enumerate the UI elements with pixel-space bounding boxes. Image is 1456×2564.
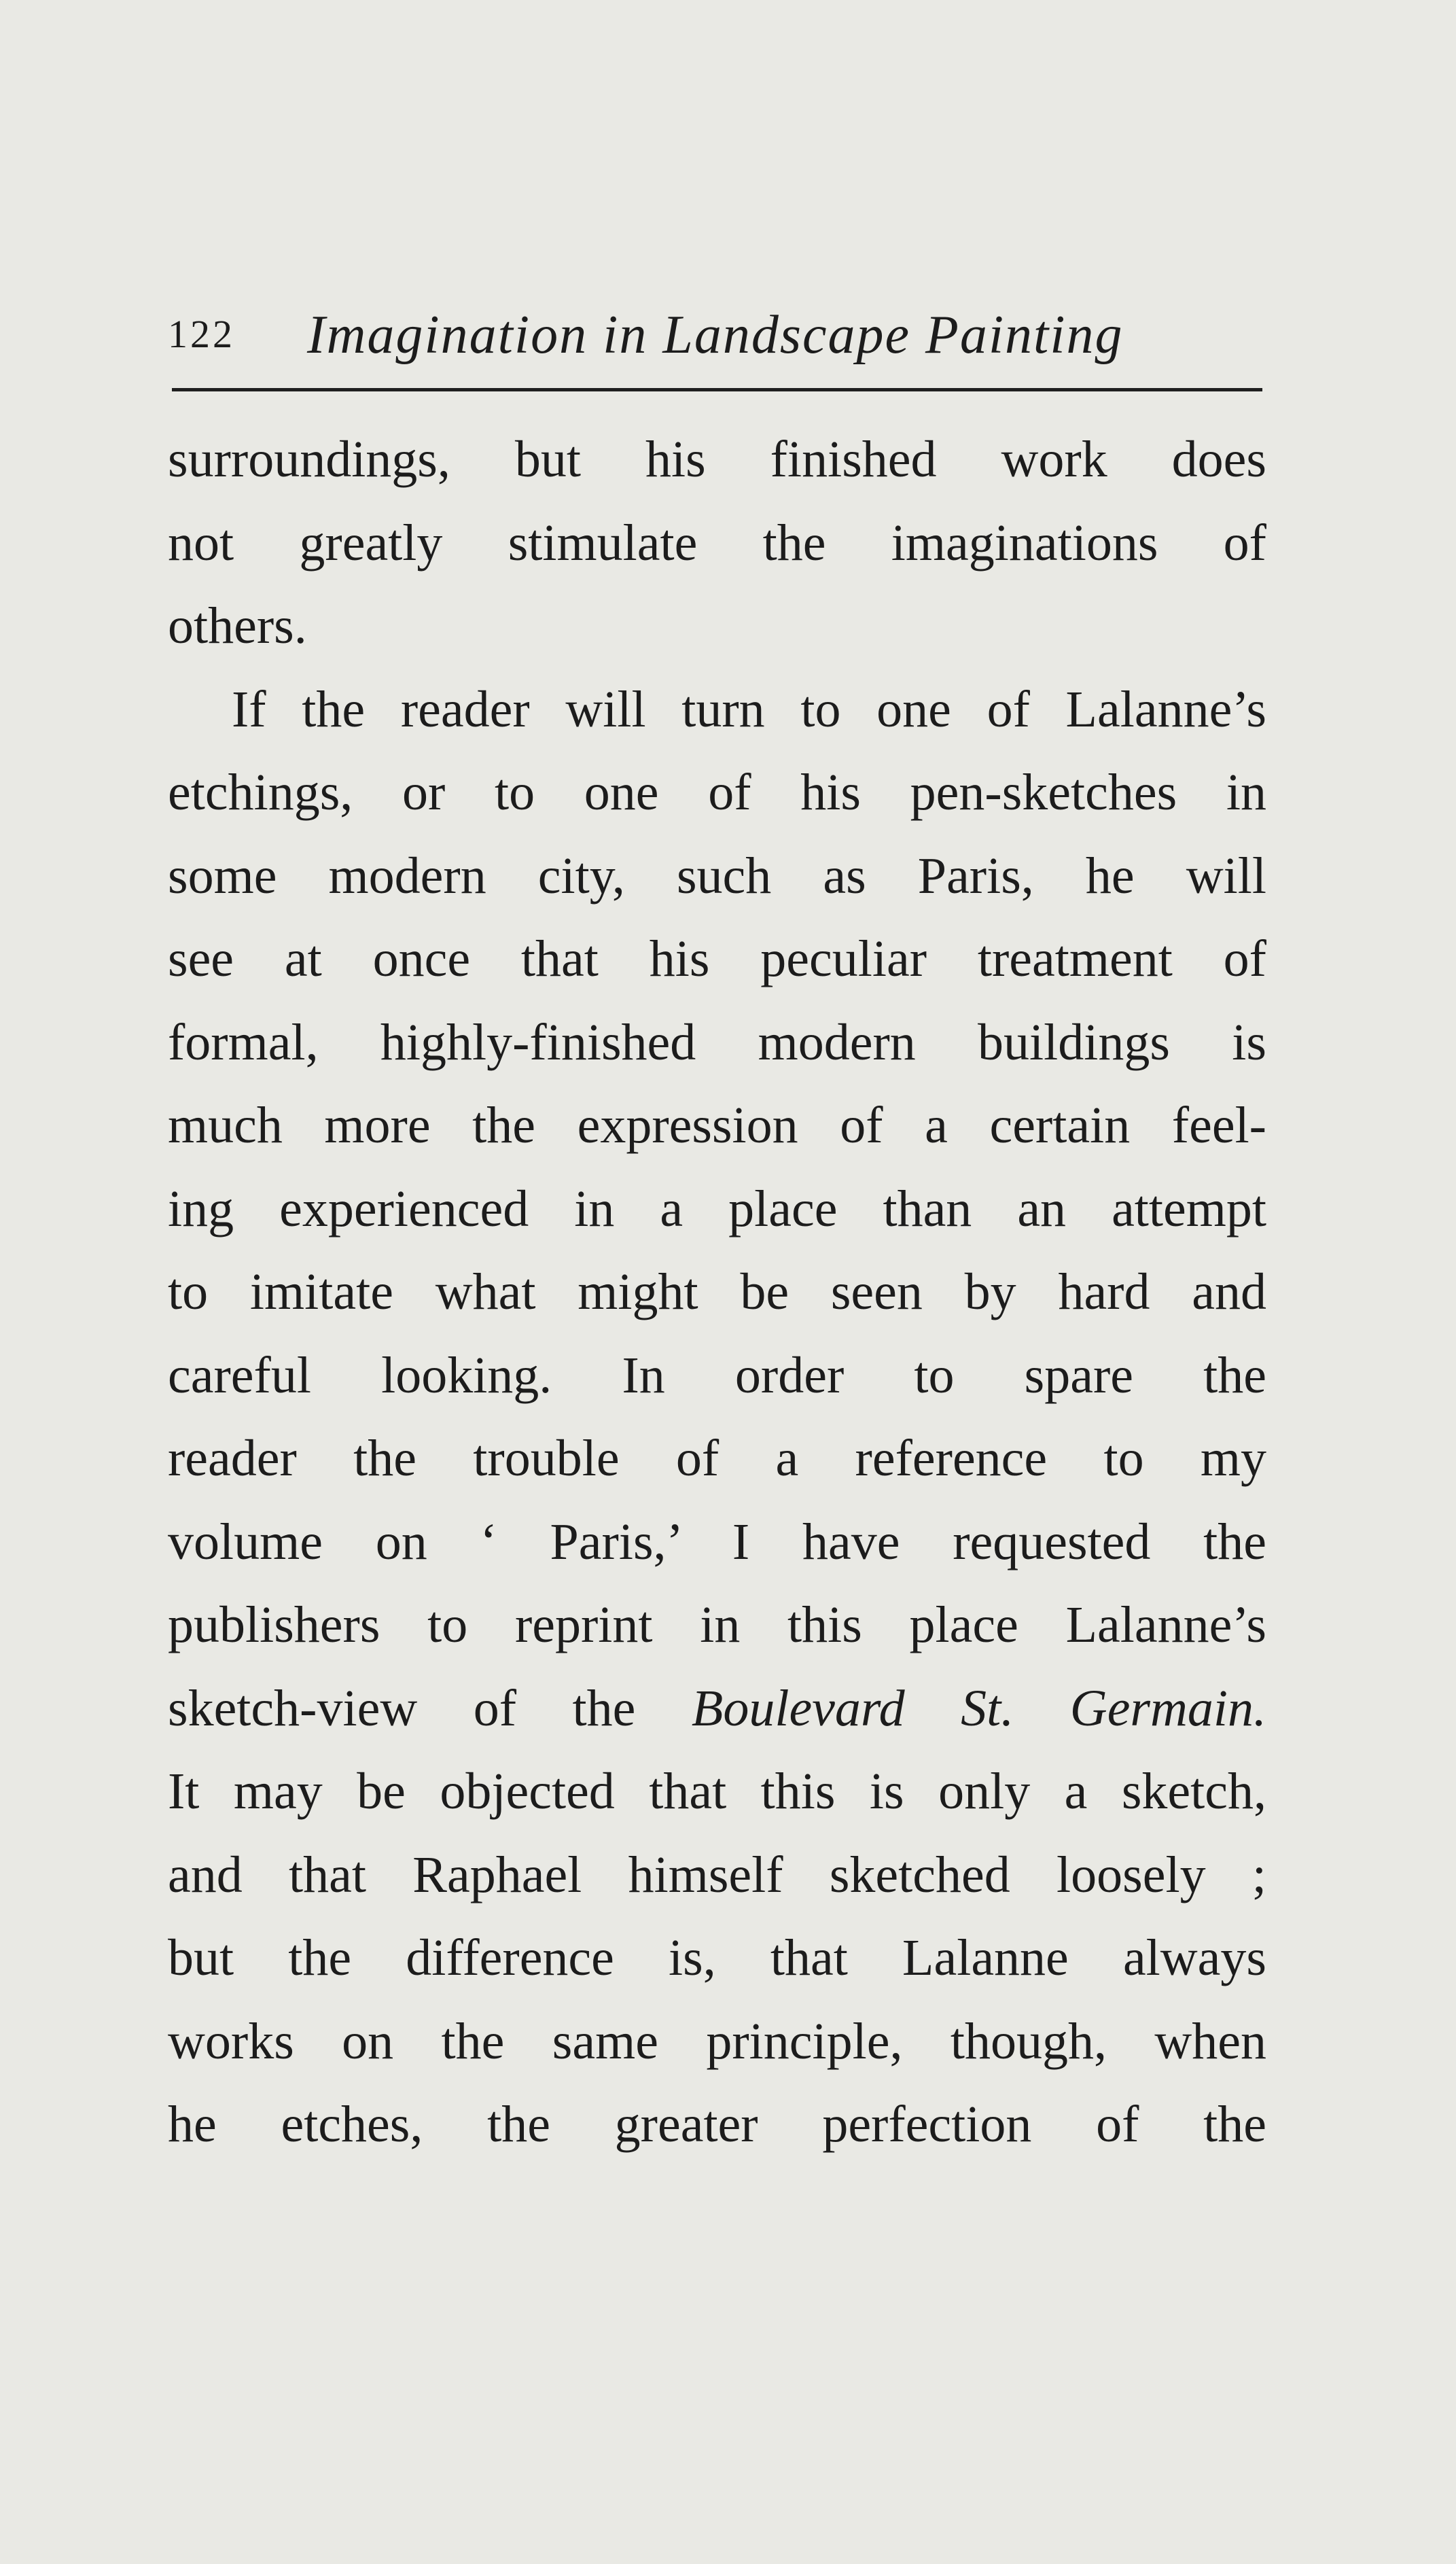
text-line: careful looking. In order to spare the xyxy=(168,1346,1266,1404)
text-line: surroundings, but his finished work does xyxy=(168,431,1266,488)
running-title: Imagination in Landscape Painting xyxy=(307,305,1124,365)
text-line: ing experienced in a place than an attempt xyxy=(168,1180,1266,1237)
italic-title: Boulevard St. Germain. xyxy=(691,1679,1266,1737)
text-line: but the difference is, that Lalanne always xyxy=(168,1929,1266,1986)
text-line: some modern city, such as Paris, he will xyxy=(168,847,1266,905)
text-fragment: sketch-view of the xyxy=(168,1679,692,1737)
text-line: to imitate what might be seen by hard and xyxy=(168,1263,1266,1320)
text-line: and that Raphael himself sketched loosely ; xyxy=(168,1846,1266,1903)
header-rule xyxy=(172,388,1262,391)
text-line: volume on ‘ Paris,’ I have requested the xyxy=(168,1513,1266,1570)
page-number: 122 xyxy=(168,312,235,356)
text-line: much more the expression of a certain feel- xyxy=(168,1097,1266,1154)
text-line: others. xyxy=(168,597,307,654)
text-line: It may be objected that this is only a sketch, xyxy=(168,1763,1266,1820)
text-line: If the reader will turn to one of Lalanne’s xyxy=(232,680,1266,738)
text-line: reader the trouble of a reference to my xyxy=(168,1430,1266,1487)
text-line: etchings, or to one of his pen-sketches in xyxy=(168,764,1266,821)
running-head xyxy=(168,299,1262,381)
text-line: not greatly stimulate the imaginations of xyxy=(168,514,1266,572)
text-line: see at once that his peculiar treatment of xyxy=(168,930,1266,987)
body-text xyxy=(168,418,1266,2166)
text-line-with-italic-title xyxy=(168,1667,1266,1751)
text-line: formal, highly-finished modern buildings is xyxy=(168,1013,1266,1071)
text-line: publishers to reprint in this place Lalanne’s xyxy=(168,1596,1266,1653)
text-line: he etches, the greater perfection of the xyxy=(168,2096,1266,2153)
text-line: works on the same principle, though, when xyxy=(168,2012,1266,2070)
